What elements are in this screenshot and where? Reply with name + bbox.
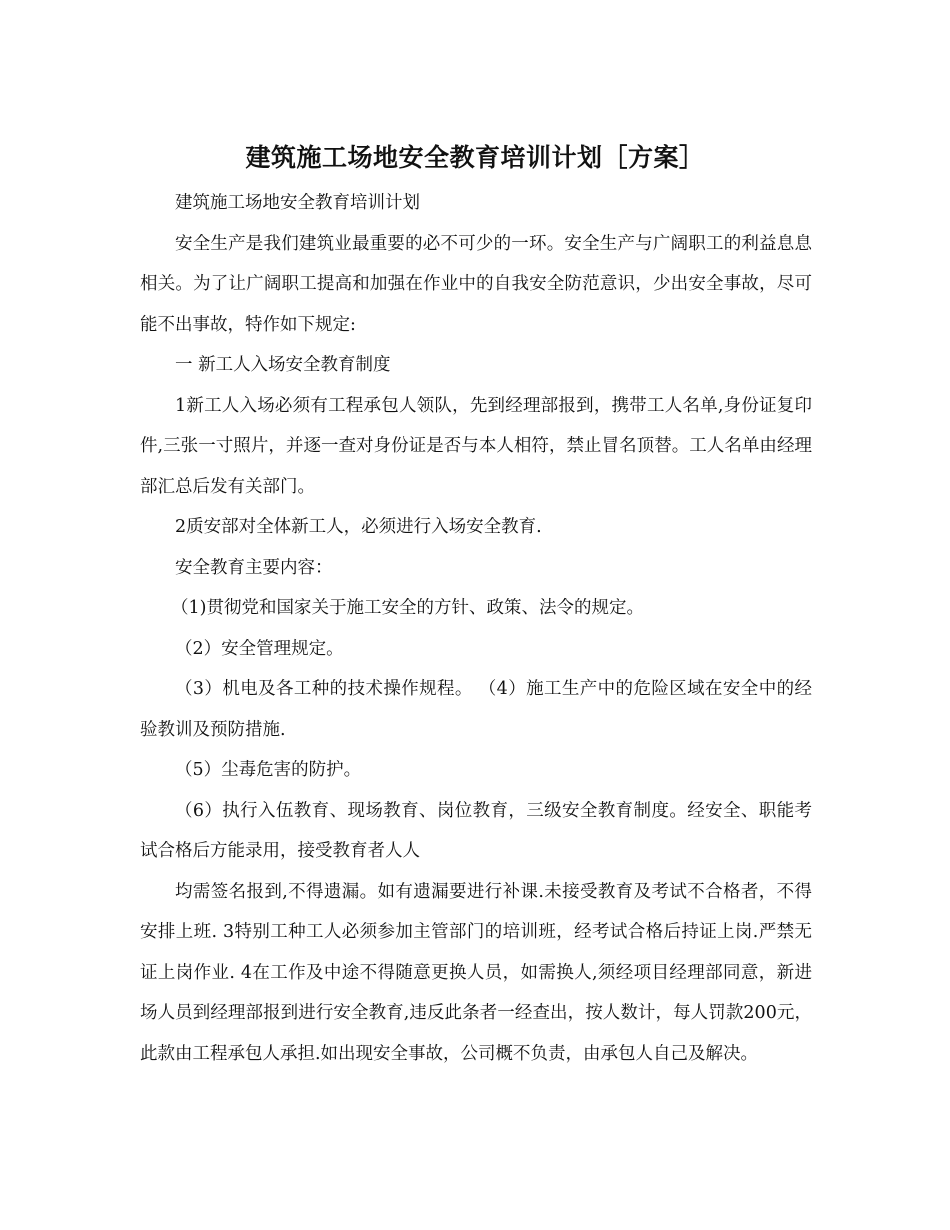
subtitle-paragraph: 建筑施工场地安全教育培训计划 — [175, 193, 420, 213]
content-item-1: （1)贯彻党和国家关于施工安全的方针、政策、法令的规定。 — [171, 598, 644, 618]
rule-paragraph-2: 2质安部对全体新工人，必须进行入场安全教育. — [175, 517, 542, 537]
document-body — [140, 183, 812, 1074]
content-item-2: （2）安全管理规定。 — [175, 638, 344, 659]
closing-paragraph: 均需签名报到,不得遗漏。如有遗漏要进行补课.未接受教育及考试不合格者，不得安排上班. 3特别工种工人必须参加主管部门的培训班，经考试合格后持证上岗.严禁无证上岗作业. 4在工作及中途不得随意更换人员，如需换人,须经项目经理部同意，新进场人员到经理部报到进行安全教育,违反此条者一经查出，按人数计，每人罚款200元，此款由工程承包人承担.如出现安全事故，公司概不负责，由承包人自己及解决。 — [140, 881, 812, 1064]
content-heading: 安全教育主要内容： — [175, 557, 333, 578]
section-heading: 一 新工人入场安全教育制度 — [175, 355, 391, 375]
content-item-6: （6）执行入伍教育、现场教育、岗位教育，三级安全教育制度。经安全、职能考试合格后方能录用，接受教育者人人 — [140, 800, 812, 861]
content-item-3-4: （3）机电及各工种的技术操作规程。 （4）施工生产中的危险区域在安全中的经验教训及预防措施. — [140, 679, 812, 740]
document-title: 建筑施工场地安全教育培训计划［方案］ — [245, 143, 705, 172]
content-item-5: （5）尘毒危害的防护。 — [175, 760, 362, 780]
intro-paragraph: 安全生产是我们建筑业最重要的必不可少的一环。安全生产与广阔职工的利益息息相关。为了让广阔职工提高和加强在作业中的自我安全防范意识，少出安全事故，尽可能不出事故，特作如下规定: — [140, 233, 812, 335]
rule-paragraph-1: 1新工人入场必须有工程承包人领队，先到经理部报到，携带工人名单,身份证复印件,三张一寸照片，并逐一查对身份证是否与本人相符，禁止冒名顶替。工人名单由经理部汇总后发有关部门。 — [140, 395, 812, 497]
